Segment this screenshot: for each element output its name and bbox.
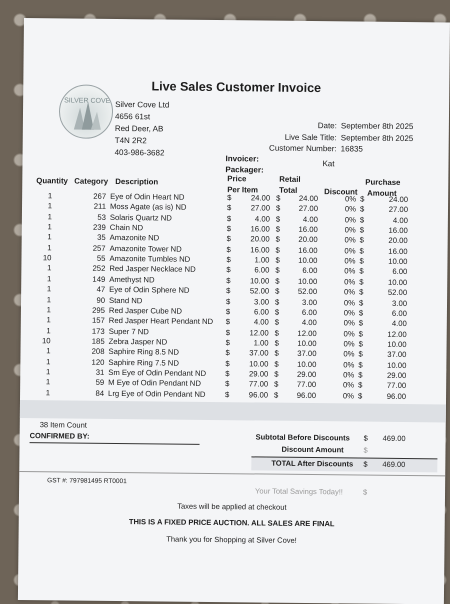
row-price: 6.00 (233, 307, 269, 316)
packager-label: Packager: (225, 165, 263, 174)
row-retail-currency: $ (275, 266, 283, 275)
row-category: 295 (69, 305, 105, 314)
gst-number: GST #: 797981495 RT0001 (47, 477, 127, 485)
row-retail-total: 77.00 (282, 380, 316, 389)
row-purchase-currency: $ (360, 215, 368, 224)
row-price-currency: $ (226, 328, 234, 337)
row-retail-total: 4.00 (284, 214, 318, 223)
packager-value: Kat (322, 159, 334, 168)
row-description: Eye of Odin Heart ND (110, 192, 240, 202)
row-purchase-currency: $ (359, 339, 367, 348)
row-purchase-amount: 10.00 (369, 257, 407, 266)
row-purchase-amount: 3.00 (369, 298, 407, 307)
row-category: 211 (70, 202, 106, 211)
row-retail-currency: $ (274, 370, 282, 379)
row-retail-total: 20.00 (284, 235, 318, 244)
row-retail-currency: $ (274, 380, 282, 389)
row-purchase-amount: 4.00 (370, 215, 408, 224)
row-retail-total: 52.00 (283, 287, 317, 296)
row-category: 157 (69, 316, 105, 325)
row-price-currency: $ (226, 297, 234, 306)
row-category: 84 (68, 388, 104, 397)
row-description: Red Jasper Cube ND (109, 306, 239, 316)
row-price-currency: $ (227, 214, 235, 223)
row-discount: 0% (321, 277, 355, 286)
total-value: 469.00 (375, 460, 405, 469)
row-description: Amethyst ND (109, 275, 239, 285)
row-retail-currency: $ (274, 349, 282, 358)
row-purchase-currency: $ (360, 246, 368, 255)
row-description: Red Jasper Necklace ND (109, 264, 239, 274)
row-price-currency: $ (225, 359, 233, 368)
row-discount: 0% (320, 391, 354, 400)
row-purchase-currency: $ (359, 308, 367, 317)
row-category: 149 (69, 274, 105, 283)
row-retail-currency: $ (275, 328, 283, 337)
row-description: Lrg Eye of Odin Pendant ND (108, 389, 238, 399)
row-price: 20.00 (234, 235, 270, 244)
row-quantity: 1 (32, 191, 52, 200)
row-purchase-currency: $ (358, 381, 366, 390)
row-price: 4.00 (233, 317, 269, 326)
row-retail-currency: $ (275, 297, 283, 306)
row-quantity: 1 (30, 367, 50, 376)
row-price: 77.00 (232, 379, 268, 388)
date-value: September 8th 2025 (341, 121, 414, 131)
row-retail-total: 10.00 (283, 277, 317, 286)
row-retail-total: 16.00 (284, 245, 318, 254)
row-price: 6.00 (233, 266, 269, 275)
row-retail-total: 12.00 (283, 328, 317, 337)
row-purchase-amount: 6.00 (369, 308, 407, 317)
row-price: 24.00 (234, 193, 270, 202)
row-purchase-currency: $ (358, 350, 366, 359)
row-category: 208 (68, 347, 104, 356)
row-retail-total: 3.00 (283, 297, 317, 306)
col-purchase-bottom: Amount (367, 189, 397, 198)
row-purchase-amount: 10.00 (369, 277, 407, 286)
row-price: 96.00 (232, 390, 268, 399)
row-quantity: 1 (32, 243, 52, 252)
row-retail-total: 16.00 (284, 225, 318, 234)
item-count: 38 Item Count (40, 420, 87, 429)
row-quantity: 1 (32, 222, 52, 231)
row-purchase-amount: 16.00 (370, 246, 408, 255)
row-retail-total: 10.00 (282, 359, 316, 368)
row-price: 1.00 (233, 338, 269, 347)
row-category: 59 (68, 378, 104, 387)
crystal-logo-icon (60, 85, 113, 138)
row-purchase-amount: 52.00 (369, 288, 407, 297)
row-purchase-currency: $ (360, 195, 368, 204)
row-quantity: 1 (31, 315, 51, 324)
row-price-currency: $ (227, 245, 235, 254)
invoice-sheet (18, 18, 450, 604)
row-quantity: 1 (32, 212, 52, 221)
customer-number-label: Customer Number: (227, 143, 337, 153)
row-discount: 0% (321, 298, 355, 307)
row-retail-currency: $ (275, 256, 283, 265)
row-description: Saphire Ring 7.5 ND (108, 357, 238, 367)
row-retail-total: 10.00 (283, 339, 317, 348)
row-category: 120 (68, 357, 104, 366)
row-purchase-amount: 77.00 (368, 381, 406, 390)
row-retail-currency: $ (276, 245, 284, 254)
row-description: Zebra Jasper ND (109, 337, 239, 347)
row-retail-currency: $ (275, 339, 283, 348)
row-purchase-currency: $ (358, 370, 366, 379)
row-purchase-currency: $ (359, 298, 367, 307)
row-price: 10.00 (233, 276, 269, 285)
row-discount: 0% (322, 215, 356, 224)
row-price-currency: $ (226, 338, 234, 347)
row-price-currency: $ (226, 286, 234, 295)
col-purchase-top: Purchase (365, 178, 400, 187)
invoicer-label: Invoicer: (225, 154, 258, 163)
row-quantity: 10 (31, 253, 51, 262)
row-price: 12.00 (233, 328, 269, 337)
row-purchase-amount: 27.00 (370, 205, 408, 214)
row-retail-currency: $ (276, 204, 284, 213)
row-category: 239 (70, 223, 106, 232)
row-retail-currency: $ (275, 318, 283, 327)
sale-title-label: Live Sale Title: (237, 132, 337, 142)
savings-currency: $ (363, 488, 367, 497)
row-quantity: 1 (32, 232, 52, 241)
row-price-currency: $ (225, 390, 233, 399)
row-quantity: 1 (32, 201, 52, 210)
row-retail-total: 10.00 (283, 256, 317, 265)
row-quantity: 10 (31, 336, 51, 345)
row-price-currency: $ (226, 266, 234, 275)
row-category: 173 (69, 326, 105, 335)
row-purchase-amount: 29.00 (368, 371, 406, 380)
row-purchase-currency: $ (358, 391, 366, 400)
total-label: TOTAL After Discounts (271, 459, 353, 469)
row-discount: 0% (321, 267, 355, 276)
row-description: Amazonite Tower ND (110, 244, 240, 254)
logo-text: SILVER COVE (64, 97, 110, 104)
row-description: Sm Eye of Odin Pendant ND (108, 368, 238, 378)
row-price-currency: $ (225, 348, 233, 357)
row-retail-total: 37.00 (282, 349, 316, 358)
row-description: Moss Agate (as is) ND (110, 202, 240, 212)
row-description: Super 7 ND (109, 326, 239, 336)
row-discount: 0% (321, 339, 355, 348)
row-discount: 0% (322, 246, 356, 255)
row-quantity: 1 (30, 388, 50, 397)
col-price-top: Price (227, 174, 246, 183)
row-discount: 0% (322, 225, 356, 234)
row-quantity: 1 (30, 357, 50, 366)
row-price-currency: $ (226, 255, 234, 264)
discount-amount-label: Discount Amount (281, 445, 343, 455)
row-retail-currency: $ (276, 194, 284, 203)
row-retail-currency: $ (274, 390, 282, 399)
company-address-line2: Red Deer, AB (115, 123, 169, 136)
row-category: 185 (69, 336, 105, 345)
row-retail-total: 6.00 (283, 308, 317, 317)
row-price-currency: $ (225, 369, 233, 378)
row-retail-total: 96.00 (282, 390, 316, 399)
row-purchase-amount: 10.00 (368, 360, 406, 369)
row-purchase-currency: $ (359, 267, 367, 276)
row-price-currency: $ (227, 193, 235, 202)
row-discount: 0% (322, 204, 356, 213)
row-description: Amazonite Tumbles ND (109, 254, 239, 264)
taxes-note: Taxes will be applied at checkout (19, 500, 445, 513)
discount-currency: $ (363, 446, 367, 455)
total-currency: $ (363, 460, 367, 469)
subtotal-value: 469.00 (376, 434, 406, 443)
row-quantity: 1 (30, 377, 50, 386)
row-purchase-currency: $ (358, 360, 366, 369)
row-purchase-amount: 6.00 (369, 267, 407, 276)
row-description: Amazonite ND (110, 233, 240, 243)
invoice-title: Live Sales Customer Invoice (23, 78, 449, 96)
row-quantity: 1 (31, 284, 51, 293)
row-discount: 0% (321, 287, 355, 296)
row-retail-total: 4.00 (283, 318, 317, 327)
row-category: 47 (69, 285, 105, 294)
company-address-line1: 4656 61st (115, 111, 169, 124)
row-price: 52.00 (233, 286, 269, 295)
row-price-currency: $ (227, 203, 235, 212)
col-description: Description (115, 177, 158, 186)
customer-number-value: 16835 (341, 144, 363, 153)
thanks-note: Thank you for Shopping at Silver Cove! (19, 533, 445, 546)
row-retail-currency: $ (275, 287, 283, 296)
row-retail-total: 6.00 (283, 266, 317, 275)
row-quantity: 1 (31, 274, 51, 283)
row-price: 16.00 (234, 245, 270, 254)
row-price: 29.00 (232, 369, 268, 378)
row-category: 53 (70, 212, 106, 221)
row-price: 37.00 (232, 348, 268, 357)
row-retail-total: 27.00 (284, 204, 318, 213)
company-phone: 403-986-3682 (115, 147, 169, 160)
row-purchase-currency: $ (359, 257, 367, 266)
row-purchase-amount: 37.00 (368, 350, 406, 359)
row-price-currency: $ (225, 379, 233, 388)
row-purchase-currency: $ (359, 329, 367, 338)
row-price: 27.00 (234, 204, 270, 213)
date-label: Date: (237, 120, 337, 130)
line-items-table (24, 18, 450, 22)
row-category: 55 (69, 254, 105, 263)
row-purchase-currency: $ (360, 226, 368, 235)
row-price: 16.00 (234, 224, 270, 233)
row-purchase-amount: 12.00 (369, 329, 407, 338)
row-retail-currency: $ (275, 307, 283, 316)
row-category: 257 (70, 243, 106, 252)
summary-band (20, 400, 446, 422)
row-description: Saphire Ring 8.5 ND (108, 347, 238, 357)
company-logo (59, 84, 114, 139)
auction-note: THIS IS A FIXED PRICE AUCTION. ALL SALES ARE FINAL (19, 516, 445, 529)
row-purchase-currency: $ (360, 236, 368, 245)
row-discount: 0% (320, 349, 354, 358)
divider (19, 471, 445, 476)
row-retail-total: 29.00 (282, 370, 316, 379)
row-price: 1.00 (233, 255, 269, 264)
row-purchase-currency: $ (359, 319, 367, 328)
confirmed-by-line (30, 442, 200, 445)
row-quantity: 1 (31, 326, 51, 335)
company-postal: T4N 2R2 (115, 135, 169, 148)
row-category: 90 (69, 295, 105, 304)
col-discount: Discount (324, 187, 357, 196)
row-purchase-amount: 4.00 (369, 319, 407, 328)
sale-title-value: September 8th 2025 (341, 133, 414, 143)
row-quantity: 1 (31, 295, 51, 304)
row-description: Red Jasper Heart Pendant ND (109, 316, 239, 326)
row-price-currency: $ (226, 276, 234, 285)
row-description: Solaris Quartz ND (110, 213, 240, 223)
row-price-currency: $ (227, 235, 235, 244)
row-purchase-amount: 10.00 (369, 340, 407, 349)
row-category: 267 (70, 191, 106, 200)
row-discount: 0% (321, 308, 355, 317)
row-purchase-currency: $ (359, 288, 367, 297)
col-retail-top: Retail (279, 175, 300, 184)
row-quantity: 1 (30, 346, 50, 355)
company-name: Silver Cove Ltd (115, 99, 169, 112)
col-price-bottom: Per Item (227, 185, 258, 194)
row-purchase-currency: $ (360, 205, 368, 214)
row-quantity: 1 (31, 305, 51, 314)
row-price-currency: $ (226, 307, 234, 316)
col-retail-bottom: Total (279, 186, 297, 195)
row-price: 4.00 (234, 214, 270, 223)
row-description: Chain ND (110, 223, 240, 233)
row-retail-currency: $ (276, 235, 284, 244)
subtotal-currency: $ (364, 434, 368, 443)
row-description: Stand ND (109, 295, 239, 305)
company-block (115, 99, 170, 160)
row-category: 35 (70, 233, 106, 242)
row-retail-currency: $ (276, 225, 284, 234)
row-discount: 0% (321, 318, 355, 327)
row-purchase-amount: 24.00 (370, 195, 408, 204)
row-purchase-amount: 20.00 (370, 236, 408, 245)
row-description: Eye of Odin Sphere ND (109, 285, 239, 295)
row-price: 10.00 (232, 359, 268, 368)
savings-label: Your Total Savings Today!! (255, 486, 343, 496)
row-purchase-currency: $ (359, 277, 367, 286)
row-price-currency: $ (227, 224, 235, 233)
row-retail-total: 24.00 (284, 194, 318, 203)
row-purchase-amount: 16.00 (370, 226, 408, 235)
confirmed-by-label: CONFIRMED BY: (30, 431, 90, 441)
row-discount: 0% (322, 236, 356, 245)
row-price-currency: $ (226, 317, 234, 326)
row-retail-currency: $ (275, 276, 283, 285)
row-discount: 0% (321, 256, 355, 265)
row-discount: 0% (320, 380, 354, 389)
col-category: Category (74, 177, 108, 186)
row-price: 3.00 (233, 297, 269, 306)
row-purchase-amount: 96.00 (368, 391, 406, 400)
subtotal-label: Subtotal Before Discounts (256, 432, 350, 442)
row-quantity: 1 (31, 264, 51, 273)
row-discount: 0% (322, 194, 356, 203)
row-discount: 0% (321, 329, 355, 338)
row-description: M Eye of Odin Pendant ND (108, 378, 238, 388)
row-retail-currency: $ (276, 214, 284, 223)
row-discount: 0% (320, 370, 354, 379)
row-discount: 0% (320, 360, 354, 369)
row-category: 31 (68, 367, 104, 376)
row-retail-currency: $ (274, 359, 282, 368)
row-category: 252 (69, 264, 105, 273)
col-quantity: Quantity (36, 176, 68, 185)
